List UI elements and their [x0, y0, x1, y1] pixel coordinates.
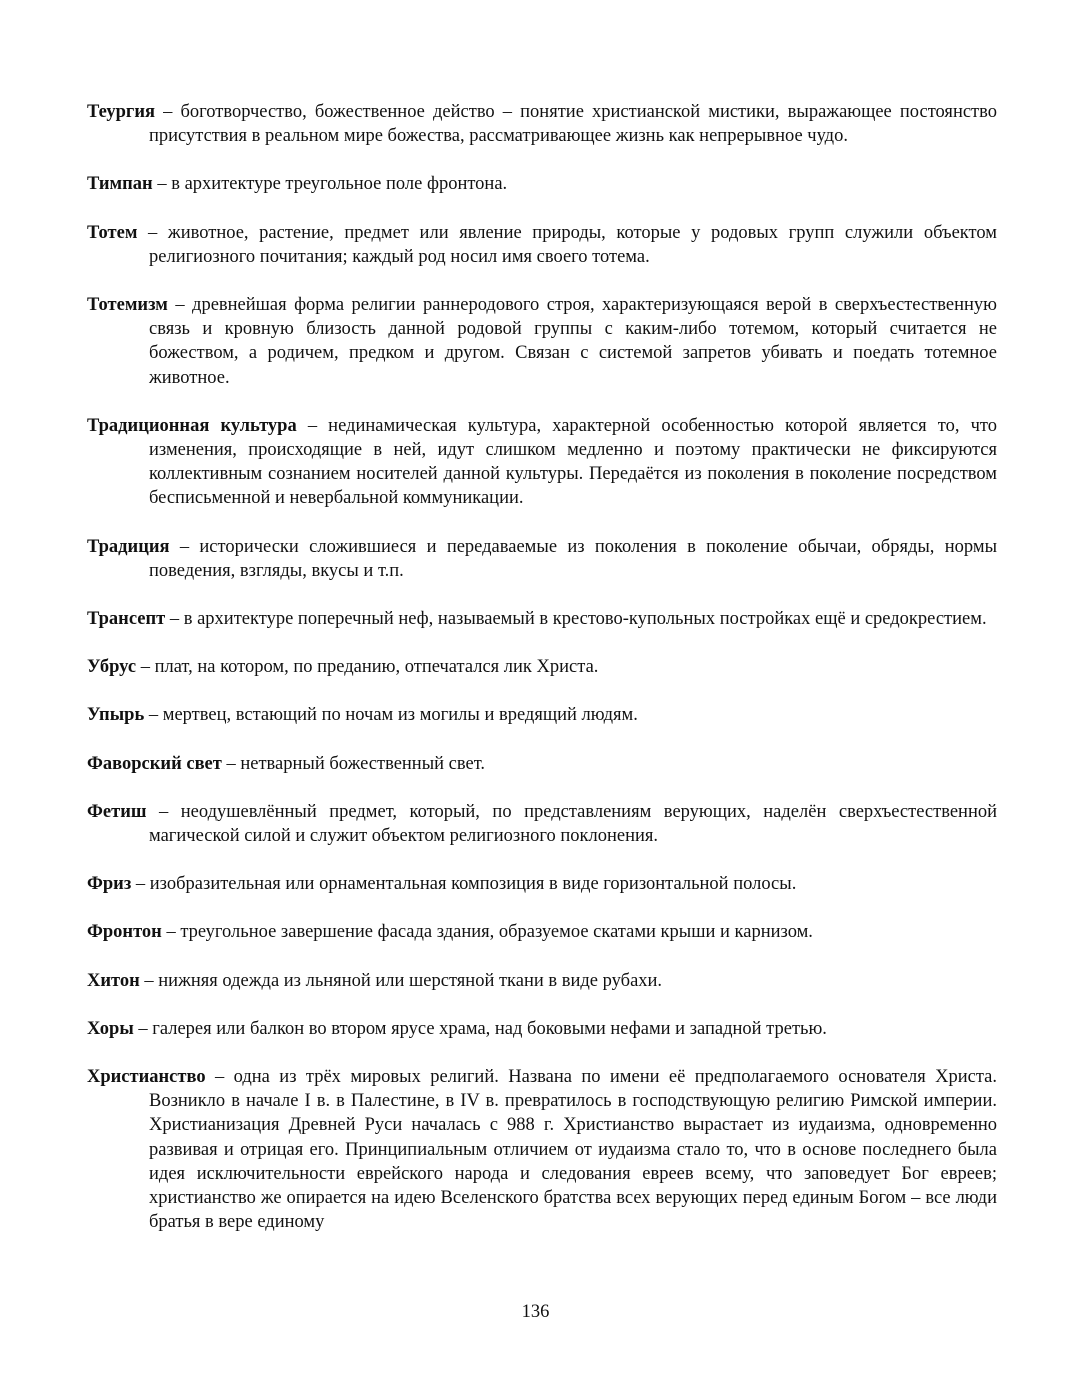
glossary-entry	[87, 1065, 997, 1234]
entry-term: Теургия	[87, 102, 155, 122]
glossary-entry	[87, 655, 997, 679]
glossary-entry	[87, 293, 997, 390]
entry-definition: – галерея или балкон во втором ярусе храма, над боковыми нефами и западной третью.	[133, 1018, 827, 1039]
glossary-entry	[87, 1017, 997, 1041]
entry-definition: – в архитектуре поперечный неф, называемый в крестово-купольных постройках ещё и средокрестием.	[165, 609, 987, 630]
glossary-entry	[87, 969, 997, 993]
entry-definition: – в архитектуре треугольное поле фронтона.	[152, 174, 508, 195]
entry-term: Тимпан	[87, 174, 153, 195]
entry-definition: – древнейшая форма религии раннеродового строя, характеризующаяся верой в сверхъестественную связь и кровную близость данной родовой группы с каким-либо тотемом, который считается не божеством, а родичем, предком и другом. Связан с системой запретов убивать и поедать тотемное животное.	[149, 295, 997, 388]
glossary-entry	[87, 100, 997, 148]
entry-definition: – одна из трёх мировых религий. Названа по имени её предполагаемого основателя Христа. Возникло в начале I в. в Палестине, в IV в. превратилось в господствующую религию Римской империи. Христианизация Древней Руси началась с 988 г. Христианство вырастает из иудаизма, одновременно развивая и отрицая его. Принципиальным отличием от иудаизма стало то, что в основе последнего была идея исключительности еврейского народа и следования евреев всему, что заповедует Бог евреев; христианство же опирается на идею Вселенского братства всех верующих перед единым Богом – все люди братья в вере единому	[149, 1067, 997, 1233]
entry-definition: – неодушевлённый предмет, который, по представлениям верующих, наделён сверхъестественной магической силой и служит объектом религиозного поклонения.	[146, 801, 997, 847]
entry-term: Традиционная культура	[87, 415, 297, 436]
glossary-entry	[87, 414, 997, 511]
glossary-entry	[87, 172, 997, 196]
glossary-entries	[87, 100, 997, 1259]
entry-definition: – нединамическая культура, характерной особенностью которой является то, что изменения, происходящие в ней, идут слишком медленно и поэтому практически не фиксируются коллективным сознанием носителей данной культуры. Передаётся из поколения в поколение посредством бесписьменной и невербальной коммуникации.	[149, 415, 997, 509]
entry-term: Христианство	[87, 1067, 206, 1088]
entry-definition: – изобразительная или орнаментальная композиция в виде горизонтальной полосы.	[131, 874, 797, 895]
entry-term: Фетиш	[87, 801, 147, 822]
glossary-entry	[87, 607, 997, 631]
entry-definition: – боготворчество, божественное действо – понятие христианской мистики, выражающее постоянство присутствия в реальном мире божества, рассматривающее жизнь как непрерывное чудо.	[149, 102, 997, 147]
entry-term: Хитон	[87, 970, 140, 991]
glossary-entry	[87, 703, 997, 727]
glossary-entry	[87, 920, 997, 944]
entry-term: Фронтон	[87, 922, 162, 943]
entry-definition: – треугольное завершение фасада здания, образуемое скатами крыши и карнизом.	[161, 922, 813, 943]
entry-definition: – плат, на котором, по преданию, отпечатался лик Христа.	[136, 657, 599, 678]
entry-term: Убрус	[87, 657, 137, 678]
glossary-entry	[87, 535, 997, 583]
entry-term: Тотемизм	[87, 295, 168, 316]
entry-definition: – мертвец, встающий по ночам из могилы и вредящий людям.	[144, 705, 638, 726]
glossary-entry	[87, 221, 997, 269]
entry-definition: – исторически сложившиеся и передаваемые из поколения в поколение обычаи, обряды, нормы поведения, взгляды, вкусы и т.п.	[149, 536, 997, 581]
glossary-entry	[87, 752, 997, 776]
page-number: 136	[521, 1302, 550, 1322]
entry-term: Упырь	[87, 705, 145, 726]
entry-term: Трансепт	[87, 609, 166, 630]
entry-definition: – нетварный божественный свет.	[221, 753, 486, 774]
entry-term: Тотем	[87, 222, 138, 243]
entry-definition: – животное, растение, предмет или явление природы, которые у родовых групп служили объектом религиозного почитания; каждый род носил имя своего тотема.	[137, 222, 997, 267]
glossary-entry	[87, 872, 997, 896]
entry-term: Фриз	[87, 874, 132, 895]
entry-definition: – нижняя одежда из льняной или шерстяной ткани в виде рубахи.	[139, 970, 663, 991]
entry-term: Традиция	[87, 536, 170, 557]
glossary-entry	[87, 800, 997, 848]
entry-term: Хоры	[87, 1018, 134, 1039]
entry-term: Фаворский свет	[87, 753, 222, 774]
